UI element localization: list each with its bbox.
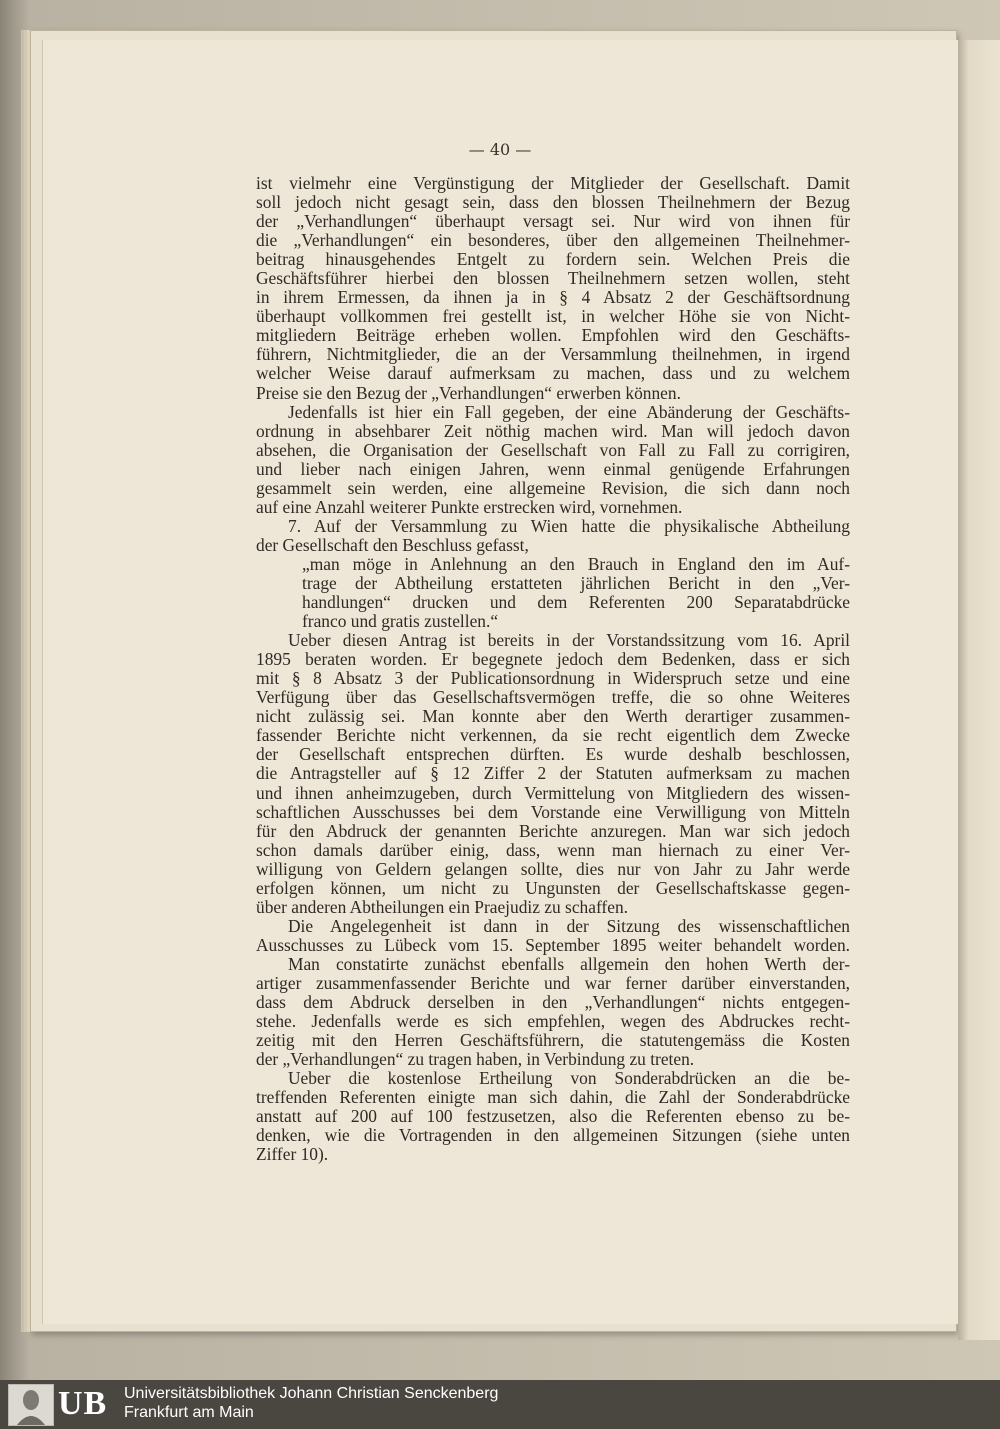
text-line: in ihrem Ermessen, da ihnen ja in § 4 Absatz 2 der Geschäftsordnung [256,288,850,308]
text-line: Ueber diesen Antrag ist bereits in der Vorstandssitzung vom 16. April [288,631,850,651]
text-line: schon damals darüber einig, dass, wenn man hiernach zu einer Ver- [256,840,850,860]
text-line: willigung von Geldern gelangen sollte, dies nur von Jahr zu Jahr werde [256,859,850,879]
text-line: artiger zusammenfassender Berichte und war ferner darüber einverstanden, [256,973,850,993]
text-line: Ueber die kostenlose Ertheilung von Sonderabdrücken an die be- [288,1069,850,1089]
text-line: dass dem Abdruck derselben in den „Verhandlungen“ nichts entgegen- [256,993,850,1013]
text-line: Ziffer 10). [256,1145,329,1165]
text-line: soll jedoch nicht gesagt sein, dass den blossen Theilnehmern der Bezug [256,193,850,213]
text-line: der „Verhandlungen“ zu tragen haben, in Verbindung zu treten. [256,1050,695,1070]
library-name: Universitätsbibliothek Johann Christian Senckenberg [124,1385,499,1402]
text-line: Ausschusses zu Lübeck vom 15. September 1895 weiter behandelt worden. [256,935,850,955]
text-line: überhaupt vollkommen frei gestellt ist, in welcher Höhe sie von Nicht- [256,307,850,327]
text-line: der Gesellschaft den Beschluss gefasst, [256,535,529,555]
footer-bar [0,1380,1000,1429]
text-line: franco und gratis zustellen.“ [302,612,499,632]
text-line: beitrag hinausgehendes Entgelt zu fordern sein. Welchen Preis die [256,250,850,270]
text-line: schaftlichen Ausschusses bei dem Vorstande eine Verwilligung von Mitteln [256,802,850,822]
text-line: gesammelt sein werden, eine allgemeine Revision, die sich dann noch [256,478,850,498]
text-line: 1895 beraten worden. Er begegnete jedoch dem Bedenken, dass er sich [256,650,850,670]
text-line: mit § 8 Absatz 3 der Publicationsordnung in Widerspruch setze und eine [256,669,850,689]
text-line: handlungen“ drucken und dem Referenten 200 Separatabdrücke [302,593,850,613]
text-line: treffenden Referenten einigte man sich dahin, die Zahl der Sonderabdrücke [256,1088,850,1108]
text-line: Man constatirte zunächst ebenfalls allgemein den hohen Werth der- [288,954,850,974]
text-line: der Gesellschaft entsprechen dürften. Es wurde deshalb beschlossen, [256,745,850,765]
text-line: ordnung in absehbarer Zeit nöthig machen wird. Man will jedoch davon [256,421,850,441]
text-line: anstatt auf 200 auf 100 festzusetzen, also die Referenten ebenso zu be- [256,1107,850,1127]
text-line: ist vielmehr eine Vergünstigung der Mitglieder der Gesellschaft. Damit [256,174,850,193]
text-line: fassender Berichte nicht verkennen, da sie recht eigentlich dem Zwecke [256,726,850,746]
text-line: mitgliedern Beiträge erheben wollen. Empfohlen wird den Geschäfts- [256,326,850,346]
text-line: über anderen Abtheilungen ein Praejudiz zu schaffen. [256,897,628,917]
text-line: trage der Abtheilung erstatteten jährlichen Bericht in den „Ver- [302,573,850,593]
text-line: und ihnen anheimzugeben, durch Vermittelung von Mitgliedern des wissen- [256,783,850,803]
text-line: Geschäftsführer hierbei den blossen Theilnehmern setzen wollen, steht [256,269,850,289]
text-line: führern, Nichtmitglieder, die an der Versammlung theilnehmen, in irgend [256,345,850,365]
text-line: 7. Auf der Versammlung zu Wien hatte die physikalische Abtheilung [288,516,850,536]
text-line: zeitig mit den Herren Geschäftsführern, die statutengemäss die Kosten [256,1031,850,1051]
page-number: — 40 — [468,140,532,159]
text-line: erfolgen können, um nicht zu Ungunsten der Gesellschaftskasse gegen- [256,878,850,898]
text-line: die „Verhandlungen“ ein besonderes, über den allgemeinen Theilnehmer- [256,231,850,251]
text-line: der „Verhandlungen“ überhaupt versagt sei. Nur wird von ihnen für [256,212,850,232]
text-line: und lieber nach einigen Jahren, wenn einmal genügende Erfahrungen [256,459,850,479]
text-line: welcher Weise darauf aufmerksam zu machen, dass und zu welchem [256,364,850,384]
portrait-emblem-icon [8,1384,54,1426]
ub-logo[interactable] [8,1384,118,1424]
text-line: „man möge in Anlehnung an den Brauch in England den im Auf- [302,554,850,574]
ub-logo-text: UB [58,1385,108,1422]
text-line: Jedenfalls ist hier ein Fall gegeben, der eine Abänderung der Geschäfts- [288,402,850,422]
text-line: für den Abdruck der genannten Berichte anzuregen. Man war sich jedoch [256,821,850,841]
library-location: Frankfurt am Main [124,1404,254,1421]
text-line: stehe. Jedenfalls werde es sich empfehlen, wegen des Abdruckes recht- [256,1012,850,1032]
body-text [256,174,850,1164]
text-line: denken, wie die Vortragenden in den allgemeinen Sitzungen (siehe unten [256,1126,850,1146]
text-line: Verfügung über das Gesellschaftsvermögen treffe, die so ohne Weiteres [256,688,850,708]
facing-page-edge [958,40,1000,1340]
text-line: Preise sie den Bezug der „Verhandlungen“ erwerben können. [256,383,681,403]
text-line: auf eine Anzahl weiterer Punkte erstrecken wird, vornehmen. [256,497,683,517]
text-line: absehen, die Organisation der Gesellschaft von Fall zu Fall zu corrigiren, [256,440,850,460]
text-line: die Antragsteller auf § 12 Ziffer 2 der Statuten aufmerksam zu machen [256,764,850,784]
text-line: nicht zulässig sei. Man konnte aber den Werth derartiger zusammen- [256,707,850,727]
text-line: Die Angelegenheit ist dann in der Sitzung des wissenschaftlichen [288,916,850,936]
